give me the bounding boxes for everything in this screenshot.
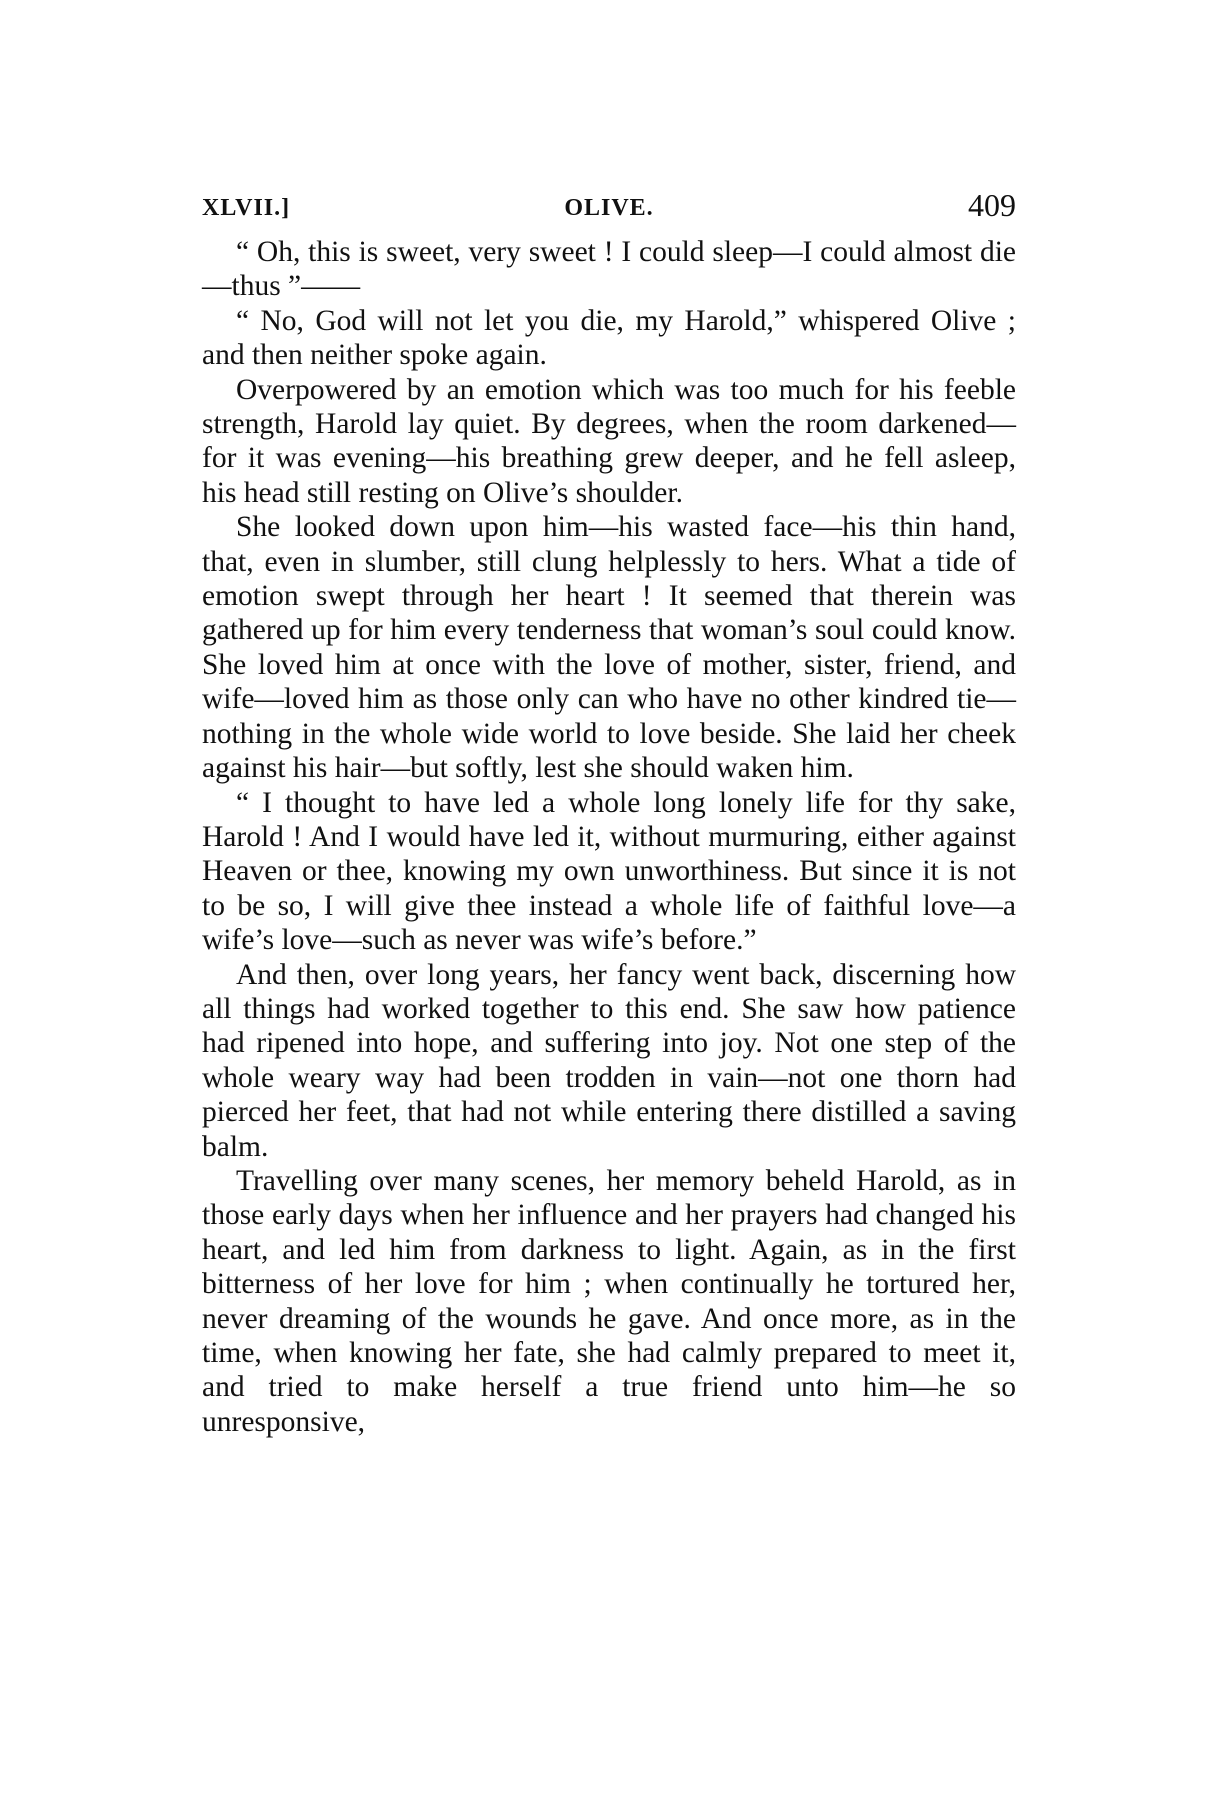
running-head (202, 187, 1016, 231)
paragraph: She looked down upon him—his wasted face—his thin hand, that, even in slumber, still clung helplessly to hers. What a tide of emotion swept through her heart ! It seemed that therein was gathered up for him every tenderness that woman’s soul could know. She loved him at once with the love of mother, sister, friend, and wife—loved him as those only can who have no other kindred tie—nothing in the whole wide world to love beside. She laid her cheek against his hair—but softly, lest she should waken him. (202, 511, 1016, 785)
paragraph: “ No, God will not let you die, my Harold,” whispered Olive ; and then neither spoke again. (202, 304, 1016, 372)
paragraph: And then, over long years, her fancy went back, discerning how all things had worked together to this end. She saw how patience had ripened into hope, and suffering into joy. Not one step of the whole weary way had been trodden in vain—not one thorn had pierced her feet, that had not while entering there distilled a saving balm. (202, 958, 1016, 1163)
book-title: OLIVE. (564, 195, 654, 221)
paragraph: “ Oh, this is sweet, very sweet ! I could sleep—I could almost die—thus ”—— (202, 236, 1016, 303)
page-number: 409 (968, 187, 1016, 223)
paragraph: Overpowered by an emotion which was too much for his feeble strength, Harold lay quiet. By degrees, when the room darkened—for it was evening—his breathing grew deeper, and he fell asleep, his head still resting on Olive’s shoulder. (202, 373, 1016, 509)
body-text (202, 235, 1016, 1439)
paragraph: Travelling over many scenes, her memory beheld Harold, as in those early days when her influence and her prayers had changed his heart, and led him from darkness to light. Again, as in the first bitterness of her love for him ; when continually he tortured her, never dreaming of the wounds he gave. And once more, as in the time, when knowing her fate, she had calmly prepared to meet it, and tried to make herself a true friend unto him—he so unresponsive, (202, 1164, 1016, 1438)
chapter-number: XLVII.] (202, 195, 291, 221)
book-page (202, 187, 1016, 1439)
paragraph: “ I thought to have led a whole long lonely life for thy sake, Harold ! And I would have led it, without murmuring, either against Heaven or thee, knowing my own unworthiness. But since it is not to be so, I will give thee instead a whole life of faithful love—a wife’s love—such as never was wife’s before.” (202, 786, 1016, 957)
